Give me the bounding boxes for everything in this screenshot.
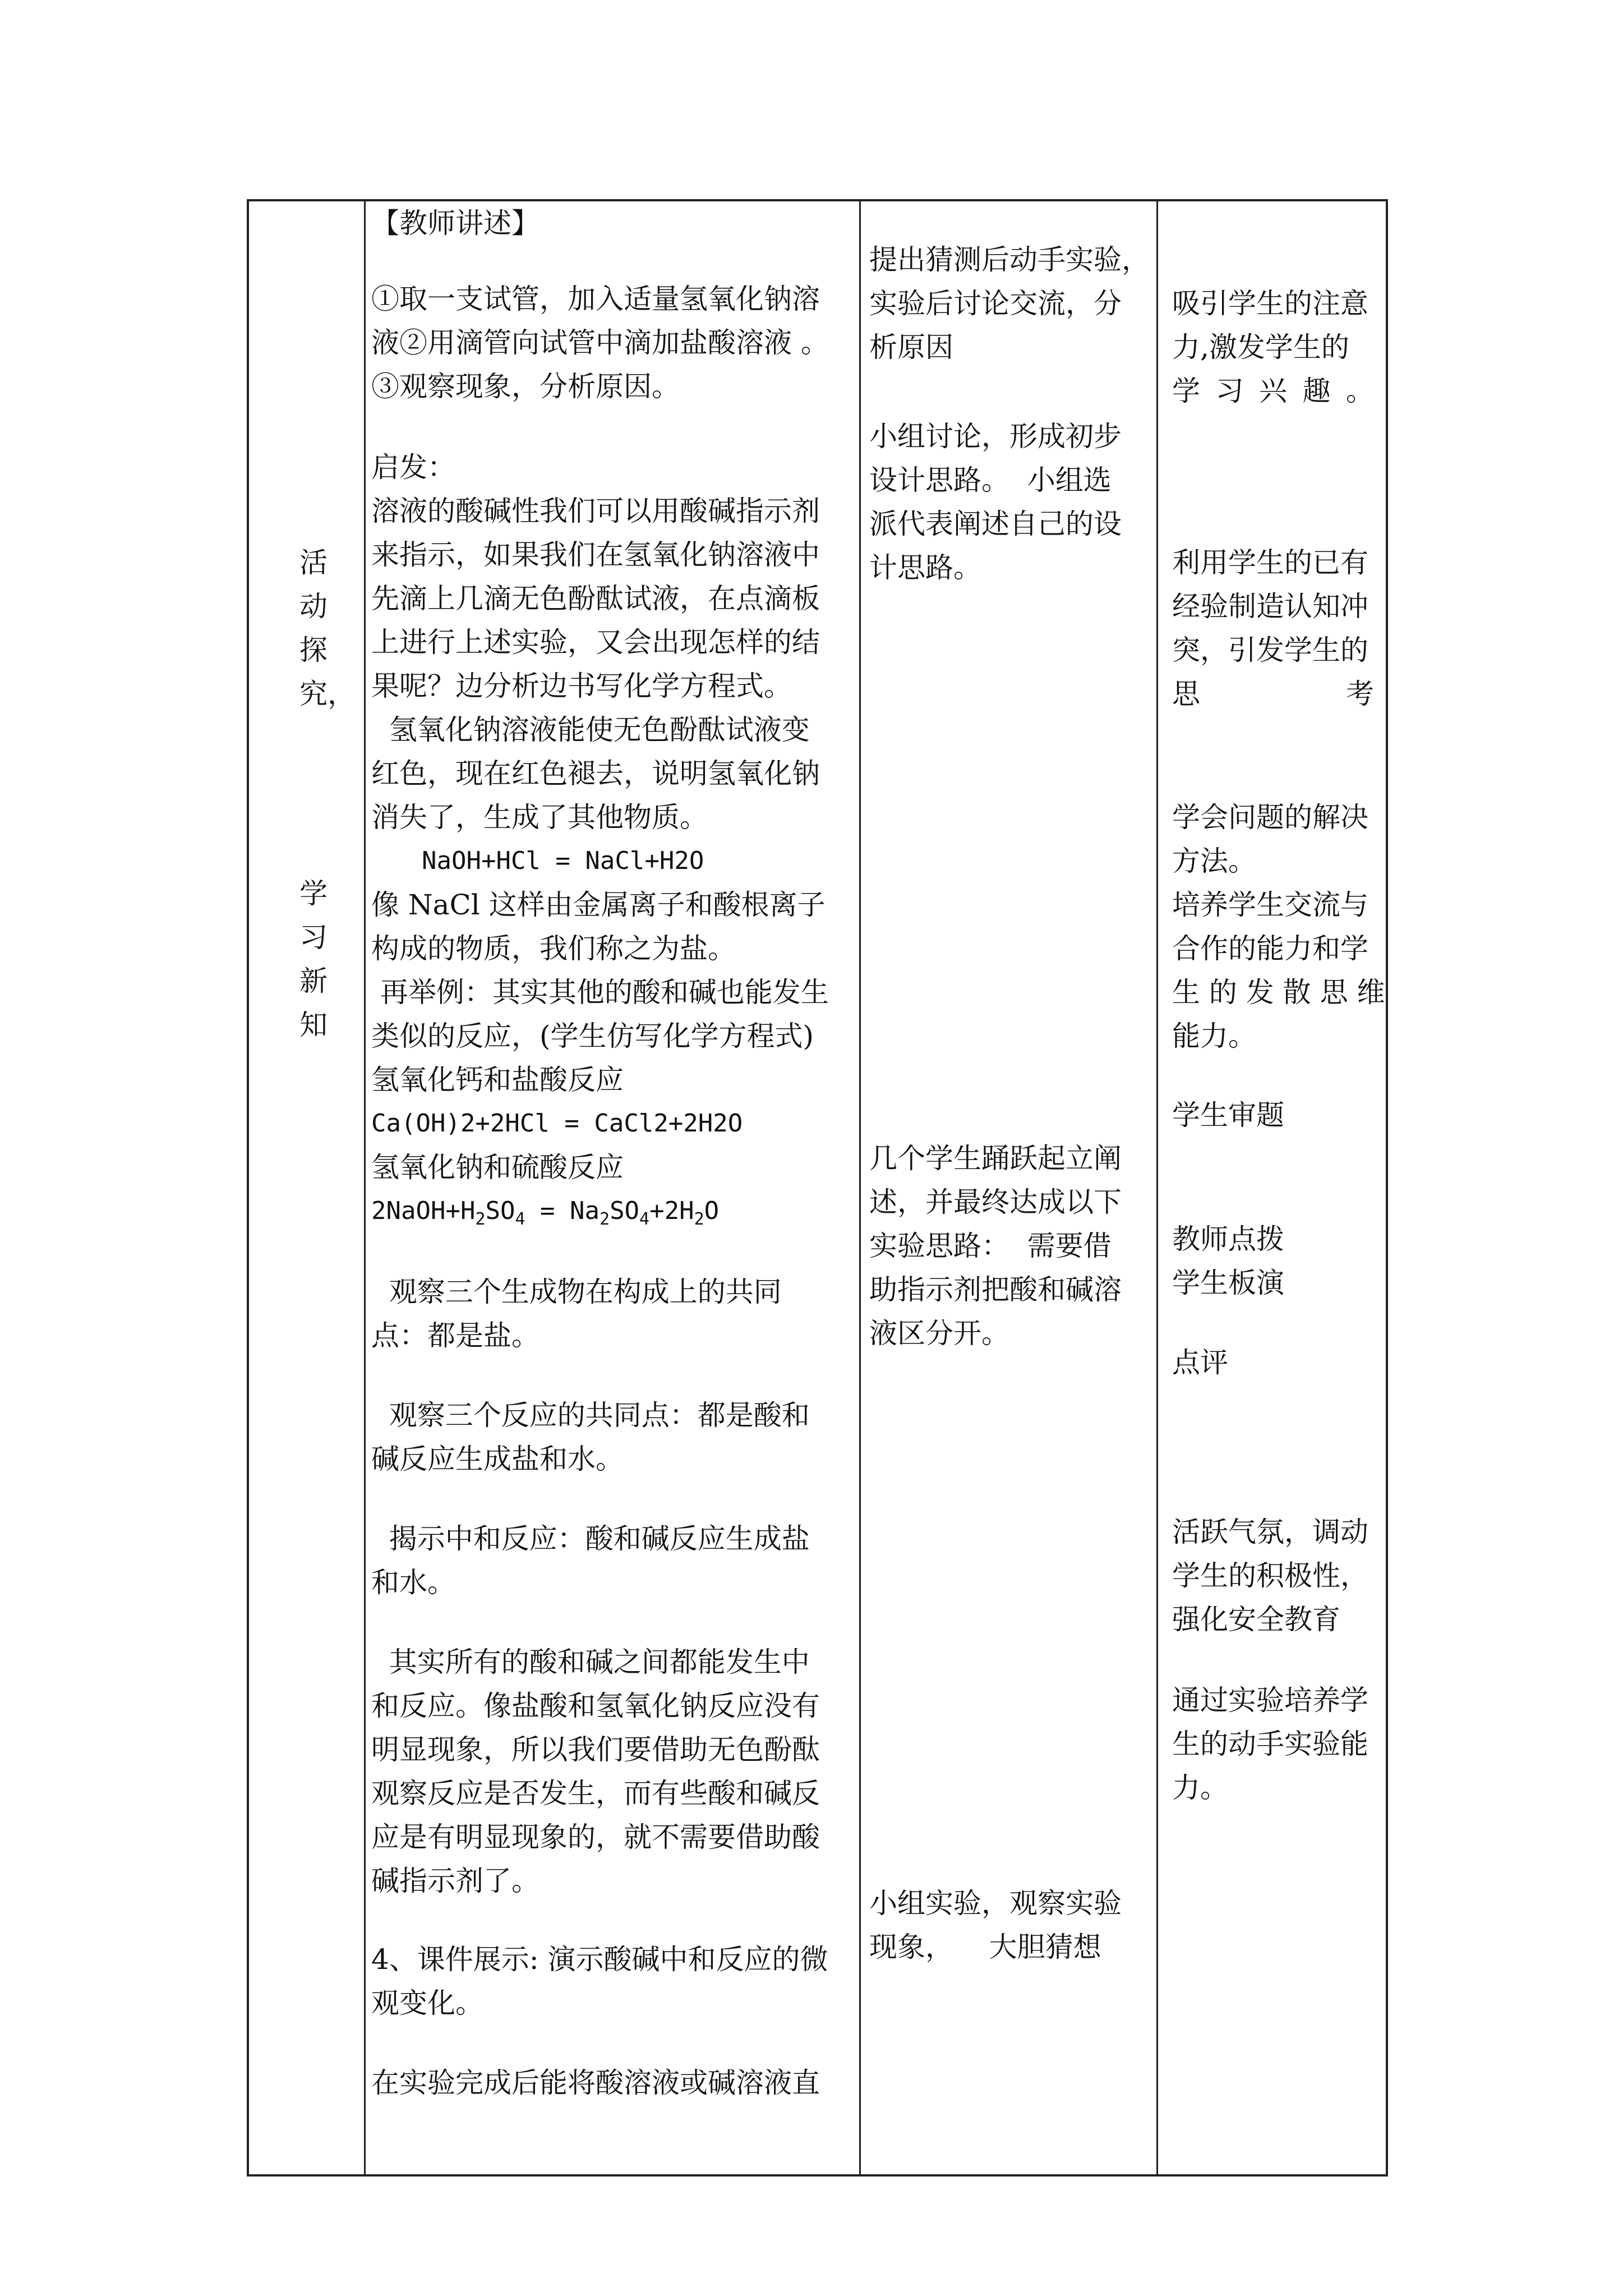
courseware-line: 观变化。 — [371, 1987, 483, 2019]
summary-line: 明显现象，所以我们要借助无色酚酞 — [371, 1733, 820, 1766]
stage-column — [249, 201, 364, 2174]
student-line: 派代表阐述自己的设 — [869, 508, 1122, 540]
student-line: 提出猜测后动手实验， — [869, 243, 1150, 276]
intent-line: 经验制造认知冲 — [1172, 590, 1368, 623]
student-line: 几个学生踊跃起立阐 — [869, 1142, 1122, 1175]
lesson-table — [247, 199, 1388, 2177]
inspire-line: 果呢？边分析边书写化学方程式。 — [371, 670, 792, 702]
intent-line: 点评 — [1172, 1346, 1228, 1379]
observe-line: 点：都是盐。 — [371, 1319, 540, 1352]
last-line: 在实验完成后能将酸溶液或碱溶液直 — [371, 2067, 820, 2099]
student-line: 小组讨论，形成初步 — [869, 420, 1122, 453]
inspire-line: 来指示，如果我们在氢氧化钠溶液中 — [371, 539, 820, 571]
student-line: 述，并最终达成以下 — [869, 1186, 1122, 1218]
student-line: 现象， 大胆猜想 — [869, 1931, 1101, 1963]
observe-line: 碱反应生成盐和水。 — [371, 1443, 624, 1475]
intent-line: 力。 — [1172, 1772, 1228, 1804]
summary-line: 观察反应是否发生，而有些酸和碱反 — [371, 1777, 820, 1810]
more-line: 再举例：其实其他的酸和碱也能发生 — [371, 976, 829, 1009]
student-line: 小组实验，观察实验 — [869, 1887, 1122, 1920]
more-line: 类似的反应，(学生仿写化学方程式) — [371, 1020, 814, 1052]
student-line: 实验思路： 需要借 — [869, 1230, 1112, 1262]
intent-line: 能力。 — [1172, 1020, 1256, 1052]
stage-char: 活 — [299, 546, 328, 579]
reaction-name: 氢氧化钙和盐酸反应 — [371, 1064, 624, 1096]
intent-line: 吸引学生的注意 — [1172, 287, 1368, 320]
student-activity-column — [861, 201, 1156, 2174]
stage-char: 探 — [299, 634, 328, 666]
design-intent-column — [1158, 201, 1388, 2174]
summary-line: 应是有明显现象的，就不需要借助酸 — [371, 1821, 820, 1853]
inspire-label: 启发： — [371, 451, 455, 484]
intent-line: 培养学生交流与 — [1172, 889, 1368, 921]
intent-line: 学生审题 — [1172, 1099, 1284, 1131]
inspire-line: 溶液的酸碱性我们可以用酸碱指示剂 — [371, 495, 820, 527]
intent-line: 学生的积极性， — [1172, 1559, 1368, 1592]
student-line: 液区分开。 — [869, 1317, 1009, 1350]
reveal-line: 和水。 — [371, 1566, 455, 1599]
intent-line: 强化安全教育 — [1172, 1603, 1340, 1636]
intent-line-spread: 学 习 兴 趣 。 — [1172, 375, 1374, 407]
stage-char: 动 — [299, 590, 328, 623]
stage-char: 学 — [299, 877, 328, 910]
stage-char: 新 — [299, 965, 328, 997]
intent-line: 方法。 — [1172, 845, 1256, 877]
intent-line: 突，引发学生的 — [1172, 634, 1368, 666]
observe-line: 观察三个反应的共同点：都是酸和 — [371, 1399, 810, 1432]
summary-line: 和反应。像盐酸和氢氧化钠反应没有 — [371, 1690, 820, 1722]
explain-line: 红色，现在红色褪去，说明氢氧化钠 — [371, 757, 820, 790]
intent-line: 生的动手实验能 — [1172, 1728, 1368, 1760]
explain-line: 消失了，生成了其他物质。 — [371, 801, 708, 834]
intent-line: 利用学生的已有 — [1172, 546, 1368, 579]
step-line: 液②用滴管向试管中滴加盐酸溶液 。 — [371, 326, 829, 359]
summary-line: 碱指示剂了。 — [371, 1865, 540, 1897]
inspire-line: 上进行上述实验，又会出现怎样的结 — [371, 626, 820, 659]
intent-line: 教师点拨 — [1172, 1223, 1284, 1255]
intent-line: 学会问题的解决 — [1172, 801, 1368, 834]
inspire-line: 先滴上几滴无色酚酞试液，在点滴板 — [371, 582, 820, 615]
equation-naoh-hcl: NaOH+HCl = NaCl+H2O — [422, 846, 704, 875]
salt-line: 像 NaCl 这样由金属离子和酸根离子 — [371, 889, 826, 921]
intent-line: 活跃气氛，调动 — [1172, 1516, 1368, 1548]
intent-line-spread: 思 考 — [1172, 678, 1374, 710]
intent-line: 生 的 发 散 思 维 — [1172, 976, 1385, 1009]
student-line: 计思路。 — [869, 551, 981, 584]
student-line: 析原因 — [869, 331, 953, 364]
reveal-line: 揭示中和反应：酸和碱反应生成盐 — [371, 1522, 810, 1555]
intent-line: 学生板演 — [1172, 1267, 1284, 1299]
student-line: 助指示剂把酸和碱溶 — [869, 1273, 1122, 1306]
courseware-line: 4、课件展示: 演示酸碱中和反应的微 — [371, 1943, 828, 1976]
step-line: ③观察现象，分析原因。 — [371, 370, 680, 403]
step-line: ①取一支试管，加入适量氢氧化钠溶 — [371, 283, 820, 315]
reaction-name: 氢氧化钠和硫酸反应 — [371, 1151, 624, 1184]
stage-char: 知 — [299, 1009, 328, 1041]
equation-caoh2-hcl: Ca(OH)2+2HCl = CaCl2+2H2O — [371, 1109, 743, 1138]
intent-line: 力,激发学生的 — [1172, 331, 1349, 364]
stage-char: 究， — [299, 678, 356, 710]
observe-line: 观察三个生成物在构成上的共同 — [371, 1276, 782, 1308]
intent-line: 合作的能力和学 — [1172, 932, 1368, 965]
summary-line: 其实所有的酸和碱之间都能发生中 — [371, 1646, 810, 1678]
equation-naoh-h2so4: $2NaOH+H_2SO_4 = Na_2SO_4+2H_2O$ — [371, 1197, 720, 1229]
salt-line: 构成的物质，我们称之为盐。 — [371, 932, 736, 965]
explain-line: 氢氧化钠溶液能使无色酚酞试液变 — [371, 714, 810, 746]
intent-line: 通过实验培养学 — [1172, 1684, 1368, 1717]
stage-char: 习 — [299, 921, 328, 954]
teacher-heading: 【教师讲述】 — [371, 207, 540, 240]
teacher-activity-column — [366, 201, 859, 2174]
student-line: 设计思路。 小组选 — [869, 464, 1112, 496]
student-line: 实验后讨论交流，分 — [869, 287, 1122, 320]
